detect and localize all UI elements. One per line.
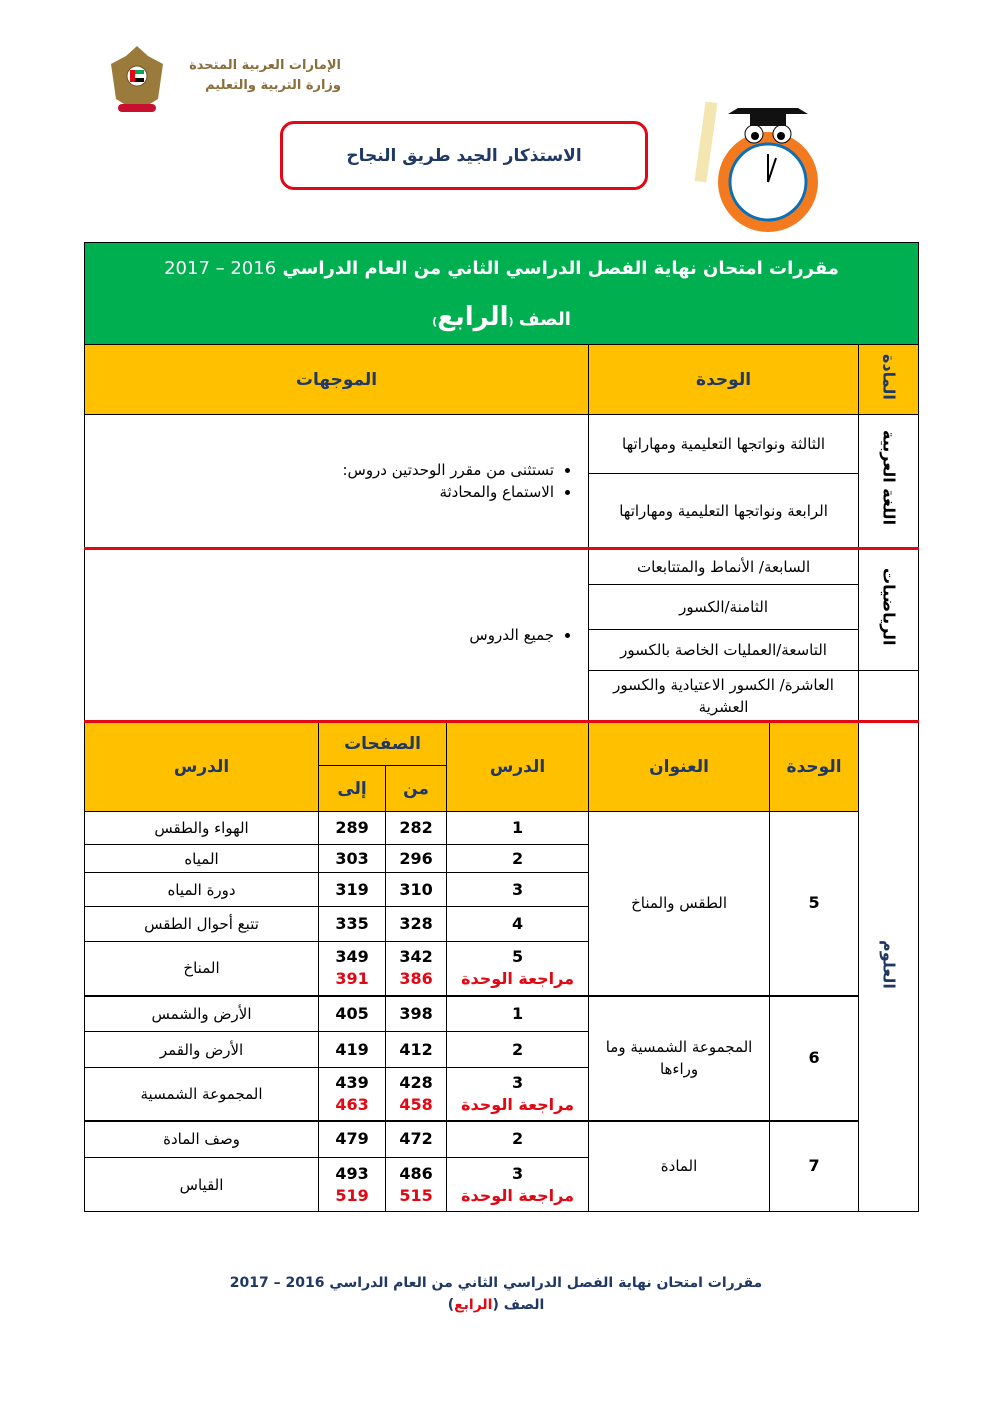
page-to: 303 xyxy=(319,845,386,873)
footer-title: مقررات امتحان نهاية الفصل الدراسي الثاني من العام الدراسي xyxy=(329,1275,763,1291)
page-from: 310 xyxy=(386,873,447,907)
lesson-number: 3 مراجعة الوحدة xyxy=(447,1158,589,1212)
math-unit: الثامنة/الكسور xyxy=(589,585,859,630)
page-from: 296 xyxy=(386,845,447,873)
subject-arabic: اللغة العربية xyxy=(859,415,919,549)
math-directives: • جميع الدروس xyxy=(85,549,589,722)
lesson-name: المياه xyxy=(85,845,319,873)
header-unit: الوحدة xyxy=(589,345,859,415)
lesson-name: القياس xyxy=(85,1158,319,1212)
page-from: 342 386 xyxy=(386,942,447,996)
footer-grade-label: الصف xyxy=(503,1297,545,1313)
page-from: 472 xyxy=(386,1121,447,1158)
lesson-name: المجموعة الشمسية xyxy=(85,1068,319,1121)
math-unit: العاشرة/ الكسور الاعتيادية والكسور العشرية xyxy=(589,671,859,722)
org-line-1: الإمارات العربية المتحدة xyxy=(189,58,341,73)
page-footer: مقررات امتحان نهاية الفصل الدراسي الثاني من العام الدراسي 2016 – 2017 الصف (الرابع) xyxy=(229,1275,763,1313)
lesson-name: الأرض والقمر xyxy=(85,1032,319,1068)
page-to: 289 xyxy=(319,812,386,845)
page-from: 398 xyxy=(386,996,447,1032)
unit-title: الطقس والمناخ xyxy=(589,812,770,996)
clock-mascot-icon xyxy=(688,92,848,242)
unit-title: المادة xyxy=(589,1121,770,1212)
page-to: 405 xyxy=(319,996,386,1032)
math-unit: التاسعة/العمليات الخاصة بالكسور xyxy=(589,630,859,671)
page-to: 349 391 xyxy=(319,942,386,996)
motto-box xyxy=(280,121,648,190)
table-title: مقررات امتحان نهاية الفصل الدراسي الثاني من العام الدراسي 2016 – 2017 xyxy=(85,243,919,295)
page-to: 479 xyxy=(319,1121,386,1158)
org-line-2: وزارة التربية والتعليم xyxy=(205,78,341,93)
header-sci-unit: الوحدة xyxy=(770,722,859,812)
arabic-unit: الثالثة ونواتجها التعليمية ومهاراتها xyxy=(589,415,859,474)
lesson-number: 2 xyxy=(447,1032,589,1068)
unit-number: 7 xyxy=(770,1121,859,1212)
lesson-number: 2 xyxy=(447,845,589,873)
header-to: إلى xyxy=(319,766,386,812)
lesson-name: تتبع أحوال الطقس xyxy=(85,907,319,942)
exam-syllabus-table xyxy=(84,242,919,1212)
grade-title: الصف (الرابع) xyxy=(85,295,919,345)
arabic-directives: • تستثنى من مقرر الوحدتين دروس: • الاستماع والمحادثة xyxy=(85,415,589,549)
page-from: 328 xyxy=(386,907,447,942)
footer-year: 2016 – 2017 xyxy=(229,1275,325,1291)
math-unit: السابعة/ الأنماط والمتتابعات xyxy=(589,549,859,585)
lesson-number: 3 xyxy=(447,873,589,907)
lesson-number: 1 xyxy=(447,812,589,845)
header-sci-lesson: الدرس xyxy=(447,722,589,812)
header-sci-lesson-name: الدرس xyxy=(85,722,319,812)
lesson-name: الأرض والشمس xyxy=(85,996,319,1032)
page-to: 335 xyxy=(319,907,386,942)
lesson-number: 5 مراجعة الوحدة xyxy=(447,942,589,996)
organization-name xyxy=(176,56,341,96)
arabic-unit: الرابعة ونواتجها التعليمية ومهاراتها xyxy=(589,474,859,549)
page-to: 493 519 xyxy=(319,1158,386,1212)
page-from: 486 515 xyxy=(386,1158,447,1212)
lesson-name: الهواء والطقس xyxy=(85,812,319,845)
page-from: 428 458 xyxy=(386,1068,447,1121)
unit-number: 6 xyxy=(770,996,859,1121)
lesson-number: 2 xyxy=(447,1121,589,1158)
subject-math: الرياضيات xyxy=(859,549,919,671)
unit-number: 5 xyxy=(770,812,859,996)
page-to: 419 xyxy=(319,1032,386,1068)
footer-grade: الرابع xyxy=(454,1297,493,1313)
page-to: 319 xyxy=(319,873,386,907)
lesson-name: دورة المياه xyxy=(85,873,319,907)
empty-cell xyxy=(859,671,919,722)
lesson-number: 4 xyxy=(447,907,589,942)
lesson-name: المناخ xyxy=(85,942,319,996)
lesson-number: 1 xyxy=(447,996,589,1032)
page-from: 282 xyxy=(386,812,447,845)
motto-text: الاستذكار الجيد طريق النجاح xyxy=(346,145,582,166)
lesson-number: 3 مراجعة الوحدة xyxy=(447,1068,589,1121)
subject-science: العلوم xyxy=(859,722,919,1212)
lesson-name: وصف المادة xyxy=(85,1121,319,1158)
page-to: 439 463 xyxy=(319,1068,386,1121)
unit-title: المجموعة الشمسية وما وراءها xyxy=(589,996,770,1121)
header-sci-title: العنوان xyxy=(589,722,770,812)
header-subject: المادة xyxy=(859,345,919,415)
header-from: من xyxy=(386,766,447,812)
header-sci-pages: الصفحات xyxy=(319,722,447,766)
page-from: 412 xyxy=(386,1032,447,1068)
header-directives: الموجهات xyxy=(85,345,589,415)
uae-emblem-logo xyxy=(108,44,166,116)
